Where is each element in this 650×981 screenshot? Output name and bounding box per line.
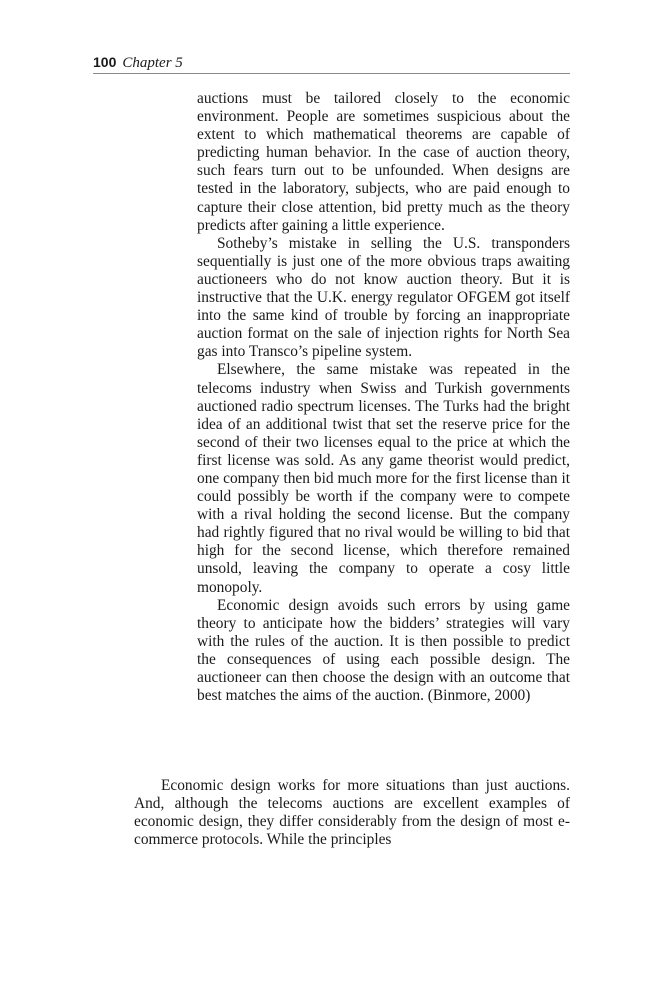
page-number: 100: [93, 54, 117, 70]
running-header: [93, 53, 570, 74]
quote-paragraph: Sotheby’s mistake in selling the U.S. transponders sequentially is just one of the more obvious traps awaiting auctioneers who do not know auction theory. But it is instructive that the U.K. energy regulator OFGEM got itself into the same kind of trouble by forcing an inappropriate auction format on the sale of injection rights for North Sea gas into Transco’s pipeline system.: [197, 234, 570, 361]
body-text: [134, 777, 570, 849]
chapter-label: Chapter 5: [122, 55, 183, 71]
quote-paragraph: auctions must be tailored closely to the economic environment. People are sometimes suspicious about the extent to which mathematical theorems are capable of predicting human behavior. In the case of auction theory, such fears turn out to be unfounded. When designs are tested in the laboratory, subjects, who are paid enough to capture their close attention, bid pretty much as the theory predicts after gaining a little experience.: [197, 90, 570, 234]
quote-paragraph: Elsewhere, the same mistake was repeated in the telecoms industry when Swiss and Turkish governments auctioned radio spectrum licenses. The Turks had the bright idea of an additional twist that set the reserve price for the second of their two licenses equal to the price at which the first license was sold. As any game theorist would predict, one company then bid much more for the first license than it could possibly be worth if the company were to compete with a rival holding the second license. But the company had rightly figured that no rival would be willing to bid that high for the second license, which therefore remained unsold, leaving the company to operate a cosy little monopoly.: [197, 361, 570, 596]
block-quote: [197, 90, 570, 705]
body-paragraph: Economic design works for more situations than just auctions. And, although the telecoms auctions are excellent examples of economic design, they differ considerably from the design of most e-commerce protocols. While the principles: [134, 777, 570, 849]
quote-paragraph: Economic design avoids such errors by using game theory to anticipate how the bidders’ strategies will vary with the rules of the auction. It is then possible to predict the consequences of using each possible design. The auctioneer can then choose the design with an outcome that best matches the aims of the auction. (Binmore, 2000): [197, 596, 570, 705]
